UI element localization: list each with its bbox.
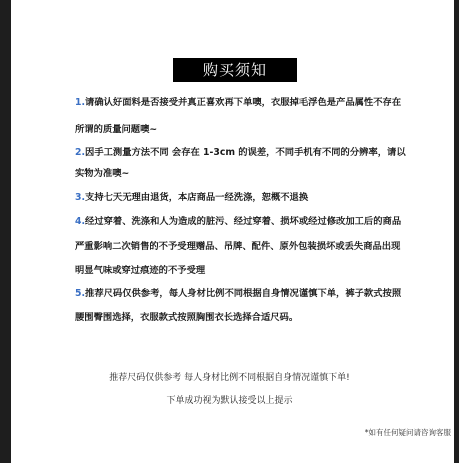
notice-item-1-line-1 bbox=[75, 97, 401, 109]
notice-item-5-line-2: 腰围臀围选择，衣服款式按照胸围衣长选择合适尺码。 bbox=[75, 312, 299, 323]
notice-item-2-text-1: 因手工测量方法不同 会存在 1-3cm 的误差，不同手机有不同的分辨率，请以 bbox=[85, 147, 406, 158]
notice-item-5-line-1 bbox=[75, 288, 401, 300]
footer-accept-tip: 下单成功视为默认接受以上提示 bbox=[166, 396, 293, 406]
notice-item-2-line-2: 实物为准噢~ bbox=[75, 168, 130, 179]
notice-item-4-line-2: 严重影响二次销售的不予受理赠品、吊牌、配件、原外包装损坏或丢失商品出现 bbox=[75, 241, 401, 252]
notice-item-4-text-1: 经过穿着、洗涤和人为造成的脏污、经过穿着、损坏或经过修改加工后的商品 bbox=[85, 216, 402, 227]
notice-item-3-text-1: 支持七天无理由退货，本店商品一经洗涤，恕概不退换 bbox=[85, 192, 309, 203]
notice-item-4-line-3: 明显气味或穿过痕迹的不予受理 bbox=[75, 265, 206, 276]
notice-item-5-number: 5. bbox=[75, 288, 86, 299]
page-title: 购买须知 bbox=[173, 58, 297, 82]
notice-item-2-number: 2. bbox=[75, 147, 86, 158]
notice-item-1-number: 1. bbox=[75, 97, 86, 108]
notice-item-1-line-2: 所谓的质量问题噢~ bbox=[75, 124, 158, 135]
notice-item-3-line-1 bbox=[75, 192, 308, 204]
footer-size-tip: 推荐尺码仅供参考 每人身材比例不同根据自身情况谨慎下单! bbox=[109, 373, 350, 383]
notice-item-3-number: 3. bbox=[75, 192, 86, 203]
notice-item-4-number: 4. bbox=[75, 216, 86, 227]
notice-item-1-text-1: 请确认好面料是否接受并真正喜欢再下单噢，衣服掉毛浮色是产品属性不存在 bbox=[85, 97, 402, 108]
notice-item-2-line-1 bbox=[75, 147, 406, 159]
notice-item-5-text-1: 推荐尺码仅供参考，每人身材比例不同根据自身情况谨慎下单，裤子款式按照 bbox=[85, 288, 402, 299]
customer-service-note: *如有任何疑问请咨询客服 bbox=[364, 428, 451, 437]
notice-item-4-line-1 bbox=[75, 216, 401, 228]
